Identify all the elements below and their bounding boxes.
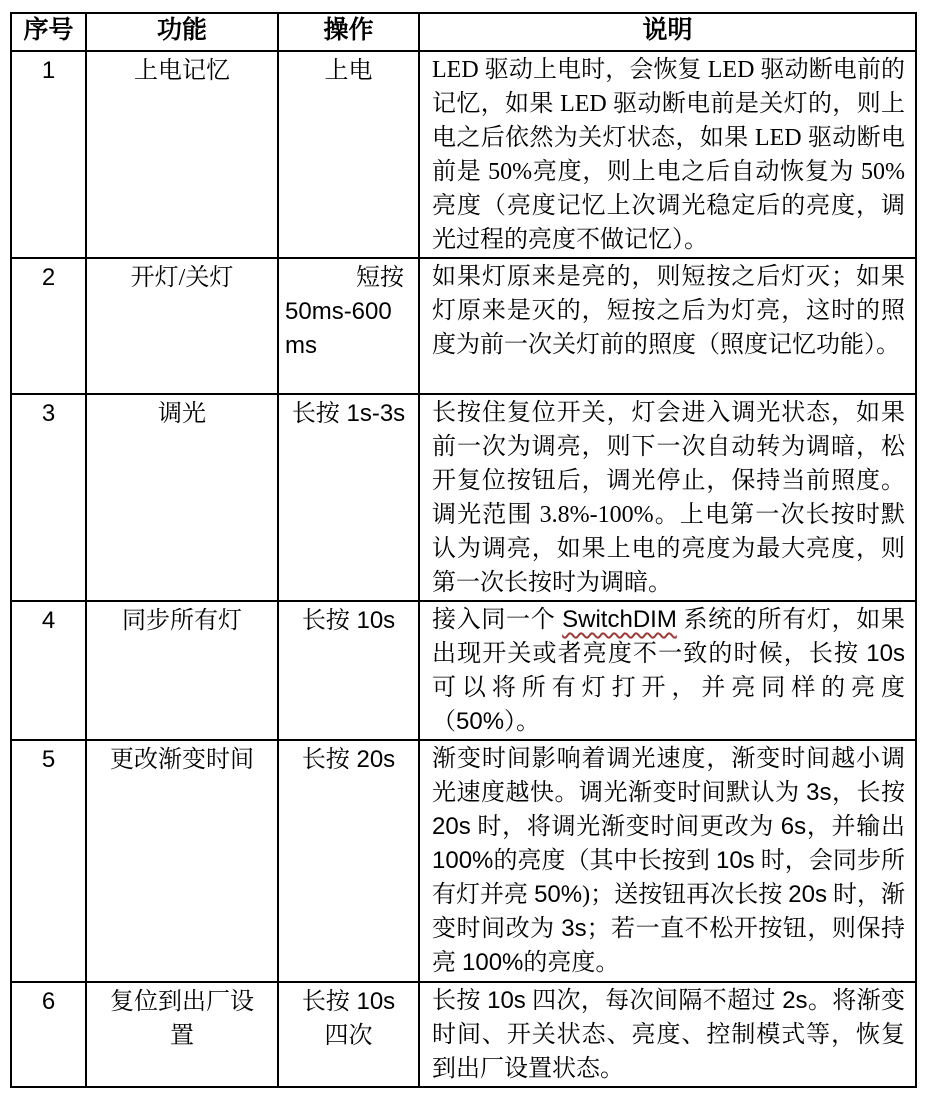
text-run: 10s (487, 987, 526, 1014)
text-run: 50% (534, 881, 583, 908)
text-run: 系统的所有灯，如果出现开关或者亮度不一致的时候，长按 (432, 607, 905, 667)
operation-line: 长按 20s (301, 746, 396, 773)
text-run: 长按住复位开关，灯会进入调光状态，如果前一次为调亮，则下一次自动转为调暗，松开复位按钮后，调光停止，保持当前照度。调光范围 3.8%-100%。上电第一次长按时默认为调亮，如果上电的亮度为最大亮度，则第一次长按时为调暗。 (432, 400, 905, 596)
operation-cell (278, 740, 419, 982)
text-run: 2s (782, 987, 808, 1014)
description-cell (419, 51, 916, 258)
text-run: ，长按 (831, 780, 906, 806)
operation-cell (278, 394, 419, 601)
operation-cell (278, 982, 419, 1087)
misspelled-word: SwitchDIM (562, 606, 677, 633)
operation-line: 长按 10s (301, 607, 396, 634)
description-cell (419, 394, 916, 601)
function-table (10, 12, 917, 1088)
text-run: 渐变时间影响着调光速度，渐变时间越小调光速度越快。调光渐变时间默认为 (432, 746, 905, 806)
text-run: 20s (432, 813, 471, 840)
text-run: 100% (462, 949, 524, 976)
table-row (11, 394, 916, 601)
operation-line: 50ms-600 (285, 298, 392, 325)
header-cell-operation: 操作 (278, 13, 419, 51)
text-run: 100% (432, 847, 494, 874)
row-number-cell: 1 (11, 51, 86, 258)
row-number-cell: 3 (11, 394, 86, 601)
function-label: 上电记忆 (134, 58, 230, 84)
operation-line: 四次 (324, 1022, 373, 1049)
row-number-cell: 2 (11, 258, 86, 394)
description-cell (419, 982, 916, 1087)
function-cell (86, 601, 278, 740)
table-row (11, 982, 916, 1087)
text-run: 时，渐变时间改为 (432, 882, 905, 942)
function-label: 同步所有灯 (122, 608, 242, 634)
text-run: 如果灯原来是亮的，则短按之后灯灭；如果灯原来是灭的，短按之后为灯亮，这时的照度为前一次关灯前的照度（照度记忆功能）。 (432, 264, 905, 358)
header-row (11, 13, 916, 51)
operation-line: 长按 10s (301, 988, 396, 1015)
function-cell (86, 51, 278, 258)
text-run: 四次，每次间隔不超过 (525, 988, 783, 1014)
text-run: 的亮度。 (523, 950, 620, 976)
operation-cell (278, 258, 419, 394)
function-label: 更改渐变时间 (110, 747, 254, 773)
table-row (11, 51, 916, 258)
table-row (11, 601, 916, 740)
text-run: 长按 (432, 988, 488, 1014)
row-number-cell: 6 (11, 982, 86, 1087)
text-run: 3s (561, 915, 587, 942)
text-run: 3s (806, 779, 832, 806)
text-run: 10s (715, 847, 755, 874)
operation-line: ms (285, 332, 317, 359)
description-cell (419, 258, 916, 394)
text-run: 的亮度（其中长按到 (493, 848, 716, 874)
table-row (11, 258, 916, 394)
function-label: 调光 (158, 401, 206, 427)
text-run: 时，会同步所有灯并亮 (432, 848, 906, 908)
text-run: 接入同一个 (432, 607, 563, 633)
text-run: 。将渐变时间、开关状态、亮度、控制模式等，恢复到出厂设置状态。 (432, 988, 906, 1082)
function-label: 复位到出厂设置 (110, 989, 254, 1049)
function-cell (86, 982, 278, 1087)
table-row (11, 740, 916, 982)
header-cell-description: 说明 (419, 13, 916, 51)
description-cell (419, 740, 916, 982)
text-run: LED 驱动上电时，会恢复 LED 驱动断电前的记忆，如果 LED 驱动断电前是关灯的，则上电之后依然为关灯状态，如果 LED 驱动断电前是 50%亮度，则上电之后自动恢复为 50% 亮度（亮度记忆上次调光稳定后的亮度，调光过程的亮度不做记忆）。 (432, 57, 905, 253)
header-cell-number: 序号 (11, 13, 86, 51)
text-run: ；若一直不松开按钮，则保持亮 (432, 916, 906, 976)
text-run: )；送按钮再次长按 (582, 882, 789, 908)
text-run: 可以将所有灯打开，并亮同样的亮度（ (432, 675, 905, 735)
row-number-cell: 4 (11, 601, 86, 740)
text-run: ）。 (504, 709, 541, 735)
operation-line: 上电 (324, 57, 373, 84)
operation-line: 短按 (356, 264, 404, 291)
description-cell (419, 601, 916, 740)
function-cell (86, 258, 278, 394)
function-cell (86, 740, 278, 982)
function-cell (86, 394, 278, 601)
text-run: 时，将调光渐变时间更改为 (470, 814, 781, 840)
operation-cell (278, 601, 419, 740)
text-run: 50% (456, 708, 505, 735)
header-cell-function: 功能 (86, 13, 278, 51)
text-run: 6s (780, 813, 807, 840)
function-label: 开灯/关灯 (130, 265, 234, 291)
operation-cell (278, 51, 419, 258)
text-run: 20s (788, 881, 827, 908)
text-run: ，并输出 (806, 814, 905, 840)
row-number-cell: 5 (11, 740, 86, 982)
text-run: 10s (866, 640, 905, 667)
operation-line: 长按 1s-3s (291, 400, 406, 427)
